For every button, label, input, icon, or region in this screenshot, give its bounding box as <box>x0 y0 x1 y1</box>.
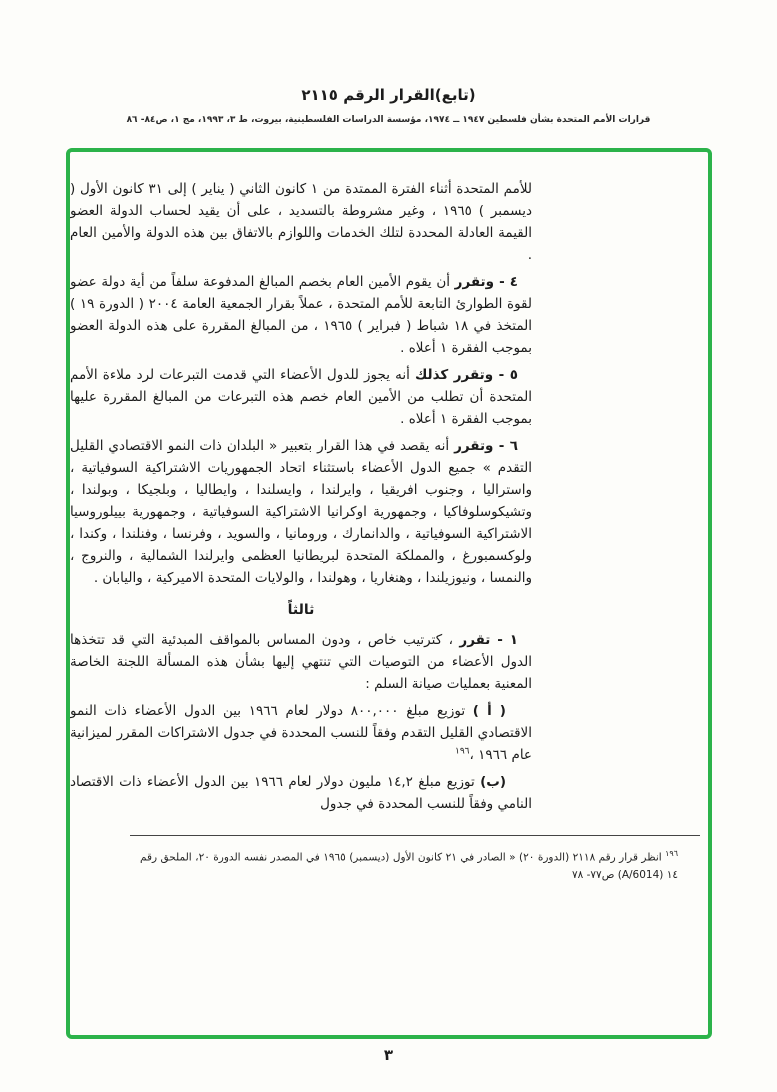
resolution-body-text <box>70 178 532 815</box>
section-heading-thalithan: ثالثاً <box>287 602 315 618</box>
footnote-text <box>100 845 700 884</box>
footnote-marker: ١٩٦ <box>665 849 679 858</box>
paragraph-clause-4 <box>70 271 532 359</box>
paragraph-clause-5 <box>70 364 532 430</box>
paragraph-text: توزيع مبلغ ٨٠٠,٠٠٠ دولار لعام ١٩٦٦ بين الدول الأعضاء ذات النمو الاقتصادي القليل التقدم وفقاً للنسب المحددة في جدول الاشتراكات المقرر لميزانية عام ١٩٦٦ ، <box>70 703 532 763</box>
paragraph-text: أنه يجوز للدول الأعضاء التي قدمت التبرعات لرد ملاءة الأمم المتحدة أن تطلب من الأمين العام خصم هذه التبرعات من المبالغ المقررة عليها بموجب الفقرة ١ أعلاه . <box>70 367 532 427</box>
paragraph-lead: ١ - تقرر <box>459 632 518 648</box>
paragraph-lead: ( أ ) <box>472 703 506 719</box>
resolution-title: (تابع)القرار الرقم ٢١١٥ <box>301 86 476 104</box>
footnote-reference-mark: ١٩٦ <box>454 746 470 757</box>
footnote-separator-line <box>130 835 700 836</box>
paragraph-lead: (ب) <box>480 774 506 790</box>
paragraph-lead: ٥ - وتقرر كذلك <box>414 367 519 383</box>
document-header <box>0 86 777 125</box>
paragraph-text: أن يقوم الأمين العام بخصم المبالغ المدفوعة سلفاً من أية دولة عضو لقوة الطوارئ التابعة للأمم المتحدة ، عملاً بقرار الجمعية العامة ٢٠٠٤ ( الدورة ١٩ ) المتخذ في ١٨ شباط ( فبراير ) ١٩٦٥ ، من المبالغ المقررة على هذه الدولة العضو بموجب الفقرة ١ أعلاه . <box>70 274 532 356</box>
paragraph-text: توزيع مبلغ ١٤,٢ مليون دولار لعام ١٩٦٦ بين الدول الأعضاء ذات الاقتصاد النامي وفقاً للنسب المحددة في جدول <box>70 774 532 812</box>
subparagraph-ba <box>70 771 532 815</box>
paragraph-lead: ٤ - وتقرر <box>454 274 518 290</box>
paragraph-text: للأمم المتحدة أثناء الفترة الممتدة من ١ كانون الثاني ( يناير ) إلى ٣١ كانون الأول ( ديسمبر ) ١٩٦٥ ، وغير مشروطة بالتسديد ، على أن يقيد لحساب الدولة العضو القيمة العادلة المحددة لتلك الخدمات واللوازم بالاتفاق بين هذه الدولة والأمين العام . <box>70 181 533 263</box>
source-citation-line: قرارات الأمم المتحدة بشأن فلسطين ١٩٤٧ ــ ١٩٧٤، مؤسسة الدراسات الفلسطينية، بيروت، ط ٣، ١٩٩٣، مج ١، ص٨٤- ٨٦ <box>126 115 651 125</box>
paragraph-text: أنه يقصد في هذا القرار بتعبير « البلدان ذات النمو الاقتصادي القليل التقدم » جميع الدول الأعضاء باستثناء اتحاد الجمهوريات الاشتراكية السوفياتية ، واستراليا ، وجنوب افريقيا ، وايرلندا ، وايسلندا ، وايطاليا ، وبلجيكا ، وبولندا ، وتشيكوسلوفاكيا ، وجمهورية اوكرانيا الاشتراكية السوفياتية ، وجمهورية بييلوروسيا الاشتراكية السوفياتية ، والدانمارك ، ورومانيا ، والسويد ، وفرنسا ، وفنلندا ، وكندا ، ولوكسمبورغ ، والمملكة المتحدة لبريطانيا العظمى وايرلندا الشمالية ، والنروج ، والنمسا ، ونيوزيلندا ، وهنغاريا ، وهولندا ، والولايات المتحدة الاميركية ، واليابان . <box>70 438 532 586</box>
paragraph-clause-1 <box>70 629 532 695</box>
paragraph-continuation <box>70 178 532 266</box>
footnote-body: انظر قرار رقم ٢١١٨ (الدورة ٢٠) « الصادر في ٢١ كانون الأول (ديسمبر) ١٩٦٥ في المصدر نفسه الدورة ٢٠، الملحق رقم ١٤ (A/6014) ص٧٧- ٧٨ <box>140 851 678 881</box>
paragraph-clause-6 <box>70 435 532 589</box>
green-border-content-box <box>66 148 712 1039</box>
paragraph-lead: ٦ - وتقرر <box>454 438 518 454</box>
footnote-block <box>100 835 700 884</box>
page-number: ٣ <box>383 1046 394 1064</box>
subparagraph-alef <box>70 700 532 766</box>
paragraph-text: ، كترتيب خاص ، ودون المساس بالمواقف المبدئية التي قد تتخذها الدول الأعضاء من التوصيات التي تنتهي إليها بشأن هذه المسألة اللجنة الخاصة المعنية بعمليات صيانة السلم : <box>70 632 532 692</box>
